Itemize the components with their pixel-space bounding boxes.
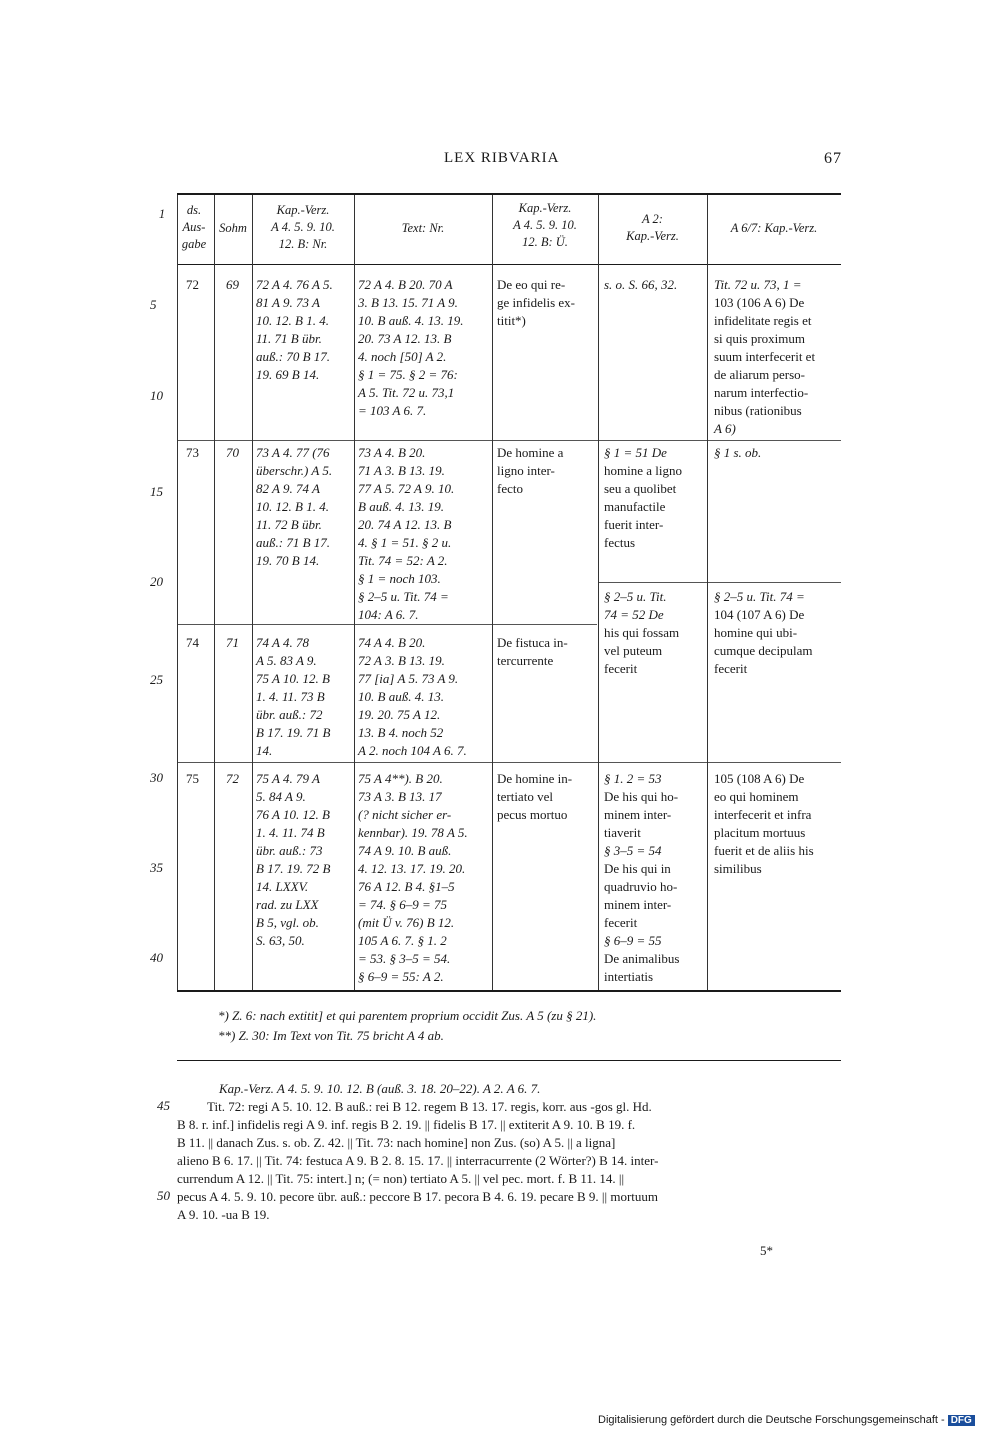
cell-line: kennbar). 19. 78 A 5. (358, 825, 468, 840)
cell-line: 75 A 4**). B 20. (358, 771, 443, 786)
cell-line: § 6–9 = 55 (604, 933, 662, 948)
cell-line: B 17. 19. 72 B (256, 861, 331, 876)
cell-line: übr. auß.: 72 (256, 707, 323, 722)
cell-line: überschr.) A 5. (256, 463, 333, 478)
cell-line: nibus (rationibus (714, 403, 802, 418)
cell-line: 73 A 4. 77 (76 (256, 445, 330, 460)
col-header-line: 12. B: Nr. (278, 237, 328, 251)
row-73-a67b (714, 588, 813, 678)
row-75-kap (256, 770, 330, 950)
cell-line: interfecerit et infra (714, 807, 812, 822)
digitization-note-text: Digitalisierung gefördert durch die Deutsche Forschungsgemeinschaft - (598, 1414, 945, 1426)
cell-line: 5. 84 A 9. (256, 789, 306, 804)
cell-line: titit*) (497, 313, 526, 328)
cell-line: 72 A 4. 76 A 5. (256, 277, 333, 292)
line-number: 25 (150, 672, 163, 687)
cell-line: tertiato vel (497, 789, 553, 804)
cell-line: § 1 = 51 De (604, 445, 667, 460)
cell-line: similibus (714, 861, 762, 876)
cell-line: quadruvio ho- (604, 879, 678, 894)
cell-line: A 6) (714, 421, 736, 436)
apparatus-line: B 11. || danach Zus. s. ob. Z. 42. || Tit. 73: nach homine] non Zus. (so) A 5. || a ligna] (177, 1135, 616, 1150)
cell-line: homine a ligno (604, 463, 682, 478)
cell-line: fecerit (604, 661, 638, 676)
cell-line: fecerit (604, 915, 638, 930)
column-line (252, 195, 253, 990)
line-number: 35 (150, 860, 163, 875)
cell-line: 74 A 4. 78 (256, 635, 309, 650)
cell-line: 4. noch [50] A 2. (358, 349, 447, 364)
row-75-ds: 75 (186, 771, 199, 786)
cell-line: B auß. 4. 13. 19. (358, 499, 444, 514)
cell-line: ge infidelis ex- (497, 295, 575, 310)
footnote-1: *) Z. 6: nach extitit] et qui parentem proprium occidit Zus. A 5 (zu § 21). (218, 1008, 597, 1023)
col-header-line: A 4. 5. 9. 10. (271, 220, 335, 234)
col-header-line: A 2: (642, 212, 663, 226)
row-73-kap (256, 444, 332, 570)
page-number: 67 (824, 150, 842, 167)
cell-line: si quis proximum (714, 331, 806, 346)
cell-line: auß.: 70 B 17. (256, 349, 331, 364)
cell-line: § 1 = noch 103. (358, 571, 441, 586)
col-header-kap-ue (492, 200, 598, 251)
cell-line: 14. LXXV. (256, 879, 309, 894)
col-header-sohm (214, 220, 252, 237)
cell-line: B 17. 19. 71 B (256, 725, 331, 740)
cell-line: 76 A 12. B 4. §1–5 (358, 879, 455, 894)
row-75-ue (497, 770, 572, 824)
cell-line: 10. B auß. 4. 13. 19. (358, 313, 464, 328)
cell-line: § 6–9 = 55: A 2. (358, 969, 444, 984)
cell-line: 73 A 3. B 13. 17 (358, 789, 442, 804)
cell-line: § 2–5 u. Tit. 74 = (358, 589, 449, 604)
cell-line: 71 A 3. B 13. 19. (358, 463, 445, 478)
row-73-sohm: 70 (226, 445, 239, 460)
cell-line: fecerit (714, 661, 748, 676)
footnote-rule (177, 1060, 841, 1061)
cell-line: 10. 12. B 1. 4. (256, 313, 329, 328)
cell-line: Tit. 72 u. 73, 1 = (714, 277, 802, 292)
row-72-kap (256, 276, 333, 384)
cell-line: 76 A 10. 12. B (256, 807, 330, 822)
col-header-line: Kap.-Verz. (626, 229, 679, 243)
cell-line: cumque decipulam (714, 643, 813, 658)
line-number: 10 (150, 388, 163, 403)
cell-line: ligno inter- (497, 463, 555, 478)
row-75-text (358, 770, 468, 986)
cell-line: 1. 4. 11. 73 B (256, 689, 325, 704)
cell-line: eo qui hominem (714, 789, 799, 804)
row-74-sohm: 71 (226, 635, 239, 650)
line-number: 5 (150, 297, 157, 312)
row-72-ds: 72 (186, 277, 199, 292)
row-73-text (358, 444, 454, 624)
cell-line: De his qui ho- (604, 789, 679, 804)
apparatus-line: B 8. r. inf.] infidelis regi A 9. inf. regis B 2. 19. || fidelis B 17. || extiterit A 9. 10. B 19. f. (177, 1117, 636, 1132)
apparatus-line-number: 50 (157, 1188, 170, 1203)
cell-line: 82 A 9. 74 A (256, 481, 320, 496)
cell-line: = 53. § 3–5 = 54. (358, 951, 451, 966)
digitization-note (598, 1414, 975, 1426)
column-line (492, 195, 493, 990)
cell-line: 105 A 6. 7. § 1. 2 (358, 933, 447, 948)
column-line (214, 195, 215, 990)
cell-line: 103 (106 A 6) De (714, 295, 805, 310)
col-header-a2 (598, 211, 707, 245)
col-header-line: Sohm (219, 221, 247, 235)
cell-line: rad. zu LXX (256, 897, 319, 912)
row-74-text (358, 634, 467, 760)
cell-line: 72 A 3. B 13. 19. (358, 653, 445, 668)
column-line (598, 195, 599, 990)
col-header-ausgabe (174, 202, 214, 253)
line-number: 20 (150, 574, 163, 589)
column-line (177, 195, 178, 990)
cell-line: pecus mortuo (497, 807, 568, 822)
col-header-line: 12. B: Ü. (522, 235, 568, 249)
cell-line: intertiatis (604, 969, 654, 984)
row-75-sohm: 72 (226, 771, 239, 786)
cell-line: 77 [ia] A 5. 73 A 9. (358, 671, 459, 686)
apparatus (177, 1080, 841, 1224)
cell-line: fecto (497, 481, 523, 496)
cell-line: übr. auß.: 73 (256, 843, 323, 858)
row-74-ds: 74 (186, 635, 199, 650)
cell-line: his qui fossam (604, 625, 680, 640)
apparatus-line: alieno B 6. 17. || Tit. 74: festuca A 9. B 2. 8. 15. 17. || interracurrente (2 Wörter?) B 14. inter- (177, 1153, 659, 1168)
cell-line: 19. 69 B 14. (256, 367, 320, 382)
cell-line: fuerit et de aliis his (714, 843, 814, 858)
cell-line: § 2–5 u. Tit. (604, 589, 667, 604)
row-separator (177, 440, 841, 441)
row-75-a2 (604, 770, 679, 986)
col-header-line: A 6/7: Kap.-Verz. (730, 221, 818, 235)
cell-line: 13. B 4. noch 52 (358, 725, 444, 740)
cell-line: 81 A 9. 73 A (256, 295, 320, 310)
cell-line: 1. 4. 11. 74 B (256, 825, 325, 840)
cell-line: 14. (256, 743, 273, 758)
row-separator (177, 624, 597, 625)
col-header-line: 1 (158, 207, 166, 221)
dfg-logo: DFG (948, 1415, 975, 1426)
col-header-1 (152, 206, 172, 223)
column-line (354, 195, 355, 990)
cell-line: 10. B auß. 4. 13. (358, 689, 444, 704)
apparatus-head: Kap.-Verz. A 4. 5. 9. 10. 12. B (auß. 3. 18. 20–22). A 2. A 6. 7. (219, 1081, 541, 1096)
apparatus-line-number: 45 (157, 1098, 170, 1113)
table-bottom-rule (177, 990, 841, 992)
cell-line: 77 A 5. 72 A 9. 10. (358, 481, 455, 496)
cell-line: 74 A 4. B 20. (358, 635, 426, 650)
cell-line: 11. 72 B übr. (256, 517, 322, 532)
col-header-line: Kap.-Verz. (518, 201, 572, 215)
col-header-line: Kap.-Verz. (276, 203, 330, 217)
cell-line: B 5, vgl. ob. (256, 915, 319, 930)
row-72-a2 (604, 276, 677, 294)
cell-line: A 5. Tit. 72 u. 73,1 (358, 385, 455, 400)
signature-mark: 5* (760, 1243, 773, 1258)
row-73-a2b (604, 588, 679, 678)
row-72-sohm: 69 (226, 277, 239, 292)
row-73-ue (497, 444, 563, 498)
cell-line: 75 A 10. 12. B (256, 671, 330, 686)
cell-line: fectus (604, 535, 636, 550)
page-header-title: LEX RIBVARIA (444, 150, 560, 166)
apparatus-line: A 9. 10. -ua B 19. (177, 1207, 270, 1222)
row-72-a67 (714, 276, 815, 438)
row-73-a67 (714, 444, 761, 462)
col-header-kap-nr (252, 202, 354, 253)
col-header-text-nr (354, 220, 492, 237)
cell-line: 11. 71 B übr. (256, 331, 322, 346)
cell-line: placitum mortuus (714, 825, 806, 840)
table-top-rule (177, 193, 841, 195)
cell-line: = 103 A 6. 7. (358, 403, 427, 418)
cell-line: Tit. 74 = 52: A 2. (358, 553, 448, 568)
apparatus-line: Tit. 72: regi A 5. 10. 12. B auß.: rei B 12. regem B 13. 17. regis, korr. aus -gos gl. Hd. (207, 1099, 652, 1114)
cell-line: § 3–5 = 54 (604, 843, 662, 858)
cell-line: De his qui in (604, 861, 671, 876)
cell-line: de aliarum perso- (714, 367, 805, 382)
footnote-2: **) Z. 30: Im Text von Tit. 75 bricht A 4 ab. (218, 1028, 444, 1043)
cell-line: minem inter- (604, 807, 672, 822)
cell-line: S. 63, 50. (256, 933, 305, 948)
col-header-a67 (707, 220, 841, 237)
cell-line: tercurrente (497, 653, 554, 668)
col-header-line: Text: Nr. (401, 221, 445, 235)
cell-line: (? nicht sicher er- (358, 807, 452, 822)
row-73-ds: 73 (186, 445, 199, 460)
row-72-text (358, 276, 463, 420)
cell-line: tiaverit (604, 825, 641, 840)
cell-line: 19. 70 B 14. (256, 553, 320, 568)
cell-line: De fistuca in- (497, 635, 568, 650)
cell-line: 19. 20. 75 A 12. (358, 707, 441, 722)
cell-line: vel puteum (604, 643, 663, 658)
cell-line: 4. 12. 13. 17. 19. 20. (358, 861, 466, 876)
column-line (707, 195, 708, 990)
cell-line: homine qui ubi- (714, 625, 798, 640)
cell-line: 3. B 13. 15. 71 A 9. (358, 295, 458, 310)
cell-line: manufactile (604, 499, 666, 514)
cell-line: 75 A 4. 79 A (256, 771, 320, 786)
cell-line: 104: A 6. 7. (358, 607, 419, 622)
cell-line: 4. § 1 = 51. § 2 u. (358, 535, 452, 550)
cell-line: 104 (107 A 6) De (714, 607, 805, 622)
col-header-line: A 4. 5. 9. 10. (513, 218, 577, 232)
cell-line: auß.: 71 B 17. (256, 535, 331, 550)
row-74-kap (256, 634, 330, 760)
cell-line: A 2. noch 104 A 6. 7. (358, 743, 467, 758)
cell-line: minem inter- (604, 897, 672, 912)
cell-line: 20. 73 A 12. 13. B (358, 331, 452, 346)
row-separator (598, 582, 841, 583)
line-number: 40 (150, 950, 163, 965)
apparatus-line: pecus A 4. 5. 9. 10. pecore übr. auß.: peccore B 17. pecora B 4. 6. 19. pecare B 9. || mortuum (177, 1189, 659, 1204)
cell-line: De homine in- (497, 771, 573, 786)
line-number: 30 (150, 770, 163, 785)
cell-line: = 74. § 6–9 = 75 (358, 897, 448, 912)
row-separator (177, 762, 841, 763)
cell-line: 72 A 4. B 20. 70 A (358, 277, 453, 292)
cell-line: 20. 74 A 12. 13. B (358, 517, 452, 532)
cell-line: infidelitate regis et (714, 313, 812, 328)
table-header-rule (177, 264, 841, 265)
cell-line: (mit Ü v. 76) B 12. (358, 915, 455, 930)
cell-line: § 1. 2 = 53 (604, 771, 662, 786)
cell-line: 105 (108 A 6) De (714, 771, 805, 786)
cell-line: suum interfecerit et (714, 349, 816, 364)
cell-line: 10. 12. B 1. 4. (256, 499, 329, 514)
col-header-line: Aus- (182, 220, 206, 234)
cell-line: A 5. 83 A 9. (256, 653, 317, 668)
cell-line: 74 A 9. 10. B auß. (358, 843, 452, 858)
row-75-a67 (714, 770, 814, 878)
apparatus-line: currendum A 12. || Tit. 75: intert.] n; (= non) tertiato A 5. || vel pec. mort. f. B 11. 14. || (177, 1171, 625, 1186)
row-74-ue (497, 634, 568, 670)
cell-line: narum interfectio- (714, 385, 809, 400)
cell-line: § 2–5 u. Tit. 74 = (714, 589, 805, 604)
cell-line: § 1 = 75. § 2 = 76: (358, 367, 458, 382)
col-header-line: ds. (186, 203, 202, 217)
cell-line: De eo qui re- (497, 277, 566, 292)
row-73-a2 (604, 444, 682, 552)
cell-line: fuerit inter- (604, 517, 664, 532)
line-number: 15 (150, 484, 163, 499)
cell-line: De animalibus (604, 951, 680, 966)
cell-line: 74 = 52 De (604, 607, 664, 622)
col-header-line: gabe (181, 237, 207, 251)
cell-line: seu a quolibet (604, 481, 677, 496)
cell-line: De homine a (497, 445, 564, 460)
cell-line: 73 A 4. B 20. (358, 445, 426, 460)
cell-line: § 1 s. ob. (714, 445, 762, 460)
cell-line: s. o. S. 66, 32. (604, 277, 678, 292)
row-72-ue (497, 276, 575, 330)
